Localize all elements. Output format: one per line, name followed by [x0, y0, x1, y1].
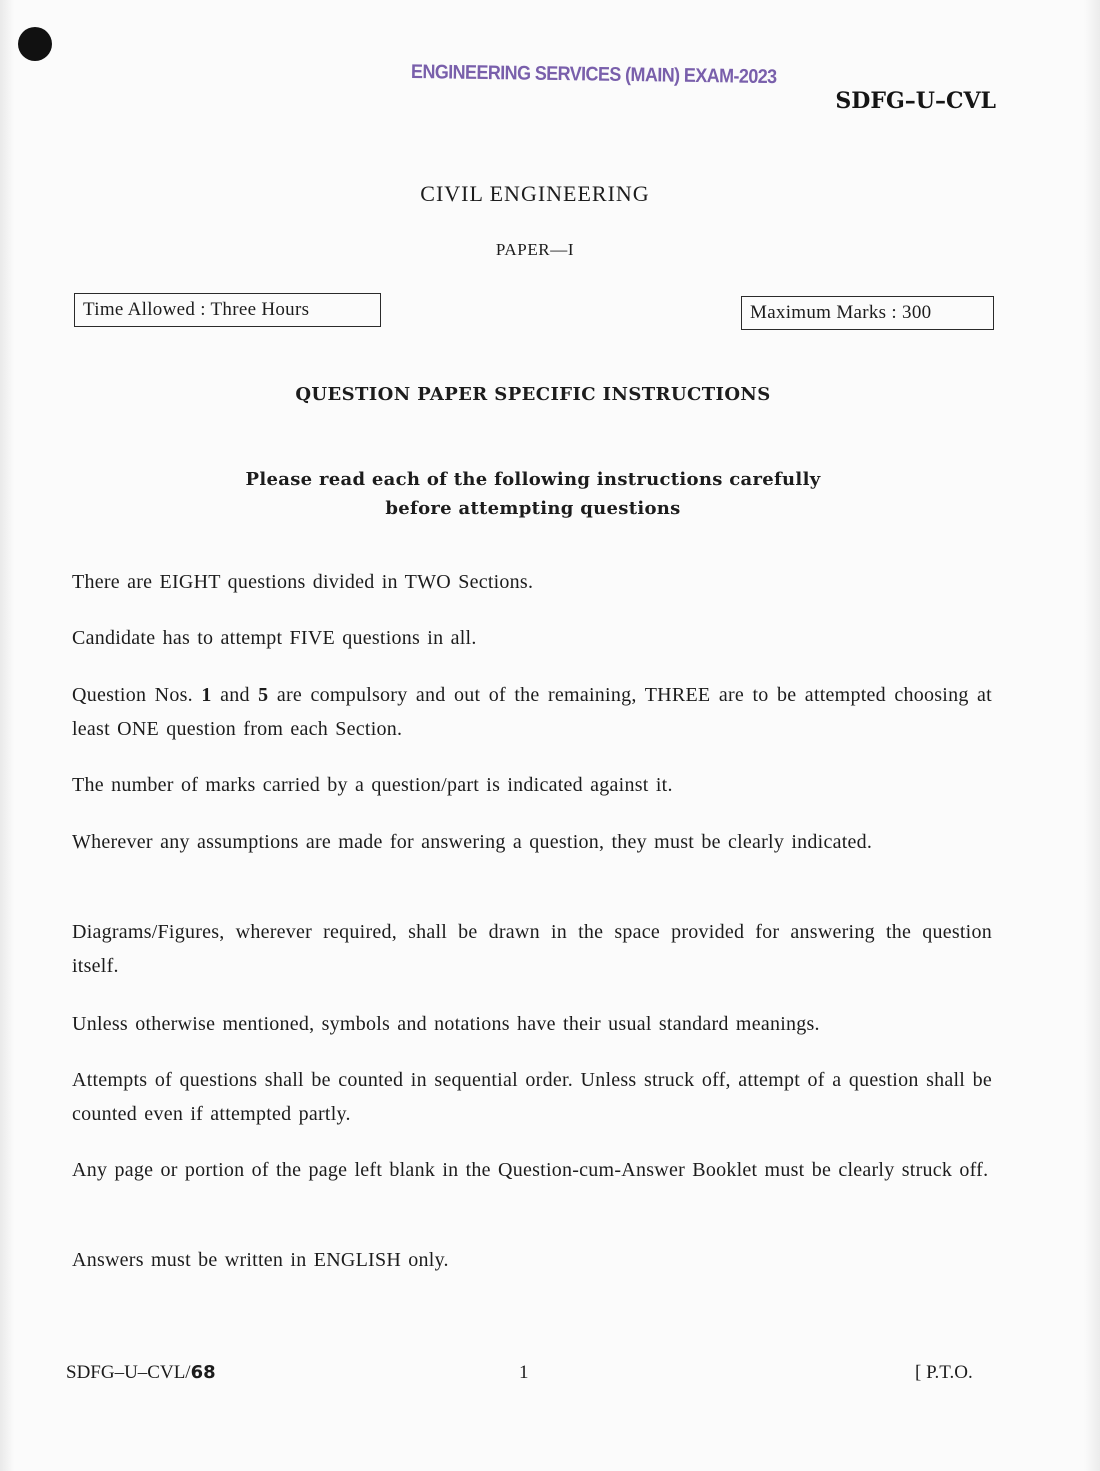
instruction-item-4: The number of marks carried by a question/part is indicated against it.: [72, 774, 673, 796]
question-number-1: 1: [201, 684, 212, 706]
instruction-3-and: and: [211, 684, 259, 706]
paper-code: SDFG–U–CVL: [835, 88, 996, 114]
scan-shadow-right: [1084, 0, 1100, 1471]
page-number: 1: [519, 1362, 529, 1383]
footer-code-number: 68: [190, 1362, 216, 1383]
footer-code-text: SDFG–U–CVL/: [66, 1362, 191, 1383]
exam-stamp: ENGINEERING SERVICES (MAIN) EXAM-2023: [410, 60, 777, 88]
instructions-heading: QUESTION PAPER SPECIFIC INSTRUCTIONS: [295, 384, 771, 405]
instruction-3-prefix: Question Nos.: [72, 684, 202, 706]
instruction-item-2: Candidate has to attempt FIVE questions in all.: [72, 627, 477, 649]
subject-title: CIVIL ENGINEERING: [420, 181, 650, 206]
instructions-subheading: [0, 465, 1066, 523]
instruction-item-5: Wherever any assumptions are made for answering a question, they must be clearly indicated.: [72, 831, 873, 853]
scan-shadow-left: [0, 0, 14, 1471]
instruction-item-6: Diagrams/Figures, wherever required, shall be drawn in the space provided for answering the question itself.: [72, 921, 992, 977]
please-turn-over: [ P.T.O.: [915, 1362, 973, 1383]
footer-paper-code: [66, 1362, 216, 1384]
time-allowed-box: Time Allowed : Three Hours: [74, 293, 381, 327]
maximum-marks-box: Maximum Marks : 300: [741, 296, 994, 330]
punch-hole-mark: [18, 27, 52, 61]
instruction-item-10: Answers must be written in ENGLISH only.: [72, 1249, 449, 1271]
question-number-5: 5: [258, 684, 269, 706]
instruction-item-3: [72, 678, 992, 746]
paper-number: PAPER—I: [495, 240, 575, 259]
subheading-line-2: before attempting questions: [385, 498, 681, 519]
instruction-3-rest: are compulsory and out of the remaining, THREE are to be attempted choosing at least ONE question from each Section.: [72, 684, 992, 740]
instruction-item-1: There are EIGHT questions divided in TWO Sections.: [72, 571, 534, 593]
instruction-item-7: Unless otherwise mentioned, symbols and notations have their usual standard meanings.: [72, 1013, 820, 1035]
instruction-item-9: Any page or portion of the page left blank in the Question-cum-Answer Booklet must be clearly struck off.: [72, 1159, 989, 1181]
subheading-line-1: Please read each of the following instructions carefully: [245, 469, 821, 490]
instruction-item-8: Attempts of questions shall be counted in sequential order. Unless struck off, attempt of a question shall be counted even if attempted partly.: [72, 1069, 992, 1125]
